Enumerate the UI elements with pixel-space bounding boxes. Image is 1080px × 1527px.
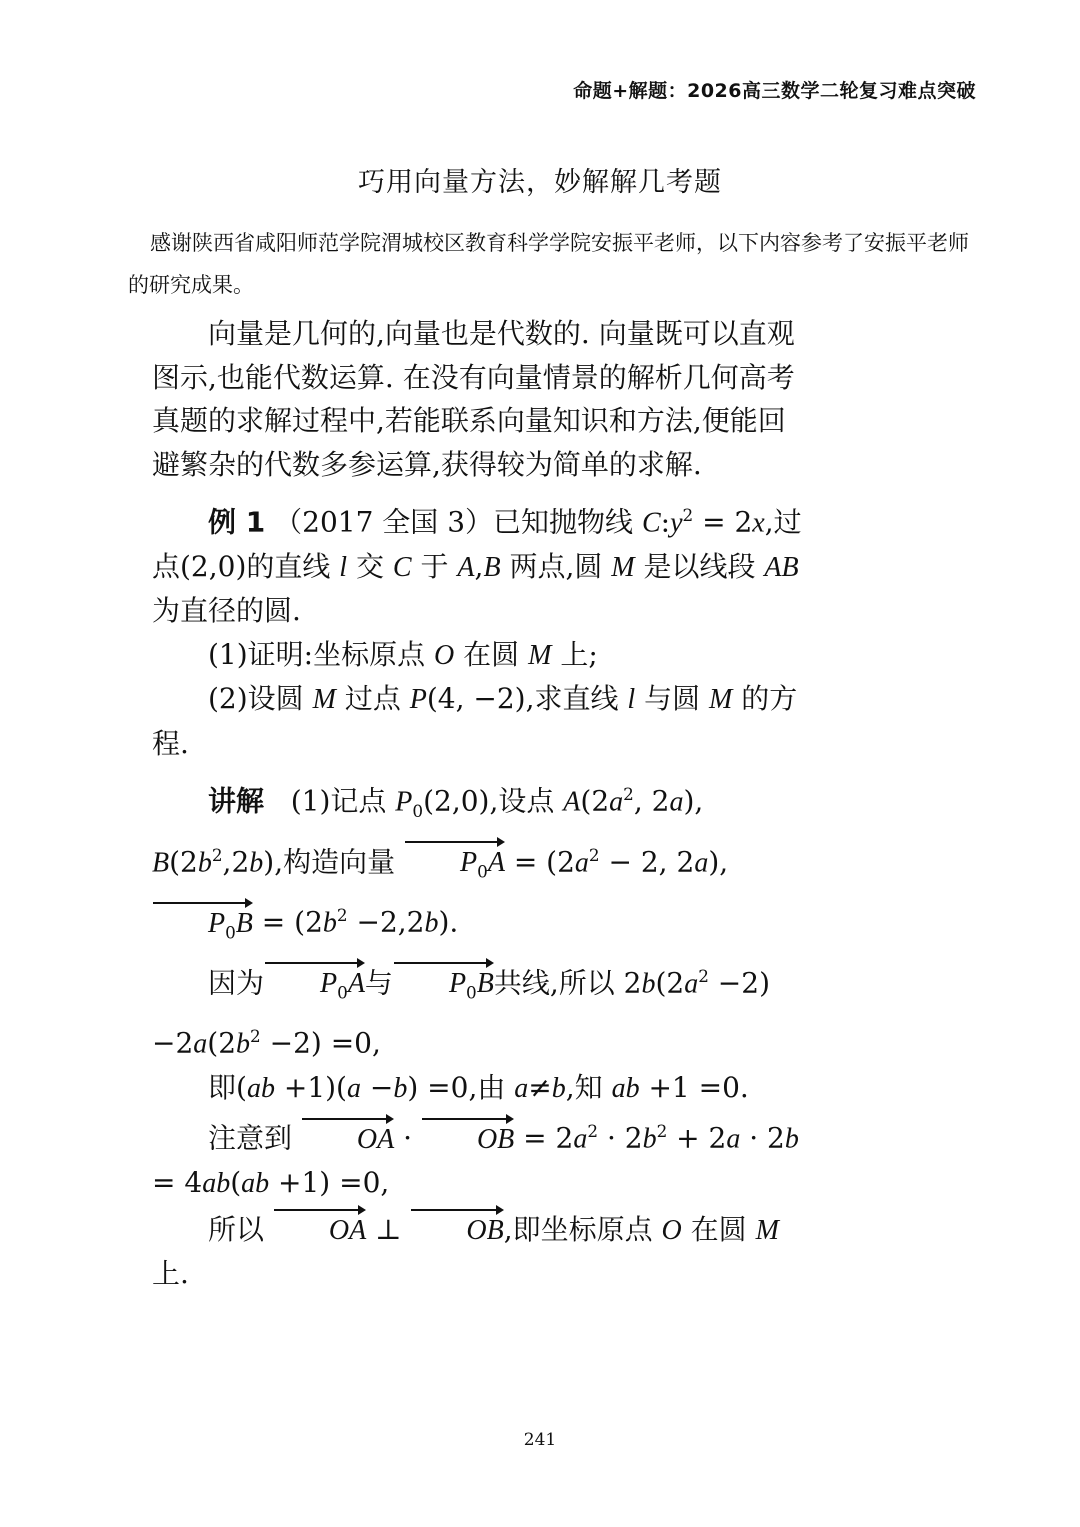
solution-step-4: 注意到 OA · OB = $2a^2 \cdot 2b^2 + 2a \cdot 2b = 4ab(ab +1) =0$,: [152, 1110, 802, 1205]
solution-text: ,知: [565, 1070, 603, 1104]
solution-text: ,设点: [489, 784, 555, 818]
solution-text: ,即坐标原点: [503, 1212, 653, 1246]
example-text: 为直径的圆.: [152, 594, 301, 628]
article-body: [152, 312, 802, 1296]
q2-text: 的方程.: [152, 682, 798, 760]
vector-oa: OA: [301, 1115, 394, 1162]
example-text: 已知抛物线: [493, 505, 634, 539]
solution-step-5: 所以 OA ⊥ OB,即坐标原点 O 在圆 M 上.: [152, 1206, 802, 1296]
solution-text: 上.: [152, 1257, 189, 1291]
q1-text: 上;: [560, 637, 598, 671]
acknowledgement: 感谢陕西省咸阳师范学院渭城校区教育科学学院安振平老师，以下内容参考了安振平老师的研究成果。: [128, 231, 969, 297]
solution-text: 共线,所以: [493, 965, 615, 999]
example-text: ,过点(2,0)的直线: [152, 505, 802, 583]
solution-step-2: 因为 $P_0A$与 $P_0B$共线,所以 $2b(2a^2 -2) -2a(2b^2 -2) =0$,: [152, 955, 802, 1066]
solution-text: ,构造向量: [274, 845, 396, 879]
solution-step-1: 讲解 (1)记点 $P_0(2,0)$,设点 $A(2a^2$, 2a), $B(2b^2,2b)$,构造向量 $P_0A = (2a^2 - 2$, 2a), $P_0B = (2b^2 -2,2b)$.: [152, 773, 802, 954]
solution-text: 注意到: [208, 1121, 293, 1155]
vector-ob: OB: [410, 1206, 503, 1253]
solution-label: 讲解: [208, 784, 265, 818]
solution-text: 在圆: [690, 1212, 747, 1246]
article-title: 巧用向量方法，妙解解几考题: [358, 167, 722, 198]
vector-oa: OA: [273, 1206, 366, 1253]
solution-text: 因为: [208, 965, 265, 999]
page-number: 241: [523, 1430, 557, 1450]
solution-text: ,由: [468, 1070, 506, 1104]
intro-paragraph: 向量是几何的,向量也是代数的. 向量既可以直观图示,也能代数运算. 在没有向量情景的解析几何高考真题的求解过程中,若能联系向量知识和方法,便能回避繁杂的代数多参运算,获得较为简单的求解.: [152, 317, 795, 481]
solution-step-3: 即(ab +1)(a −b) =0,由 a≠b,知 ab +1 =0.: [208, 1070, 749, 1104]
q2-text: 过点: [344, 682, 401, 716]
question-1: (1)证明:坐标原点 O 在圆 M 上;: [208, 637, 598, 671]
q2-text: 与圆: [644, 682, 701, 716]
example-text: 交: [355, 549, 384, 583]
example-text: 两点,圆: [509, 549, 603, 583]
solution-text: 即: [208, 1070, 237, 1104]
solution-text: (1)记点: [290, 784, 387, 818]
vector-ob: OB: [421, 1115, 514, 1162]
q1-text: 在圆: [463, 637, 520, 671]
solution-text: 与: [364, 965, 393, 999]
vector-p0a: $P_0A$: [404, 838, 505, 894]
example-source: （2017 全国 3）: [274, 505, 494, 539]
q2-text: (2)设圆: [208, 682, 304, 716]
question-2: (2)设圆 M 过点 P(4, −2),求直线 l 与圆 M 的方程.: [152, 682, 798, 760]
vector-p0a: $P_0A$: [264, 959, 365, 1015]
solution-text: 所以: [208, 1212, 265, 1246]
example-label: 例 1: [208, 505, 266, 539]
vector-p0b: $P_0B$: [152, 899, 253, 955]
q1-text: (1)证明:坐标原点: [208, 637, 426, 671]
example-statement: 例 1 （2017 全国 3）已知抛物线 $C:y^2 = 2x$,过点(2,0)的直线 l 交 C 于 A,B 两点,圆 M 是以线段 AB 为直径的圆.: [152, 505, 802, 628]
running-header: 命题+解题：2026高三数学二轮复习难点突破: [573, 80, 976, 102]
example-text: 于: [420, 549, 449, 583]
example-text: 是以线段: [643, 549, 756, 583]
vector-p0b: $P_0B$: [393, 959, 494, 1015]
q2-text: ,求直线: [525, 682, 619, 716]
